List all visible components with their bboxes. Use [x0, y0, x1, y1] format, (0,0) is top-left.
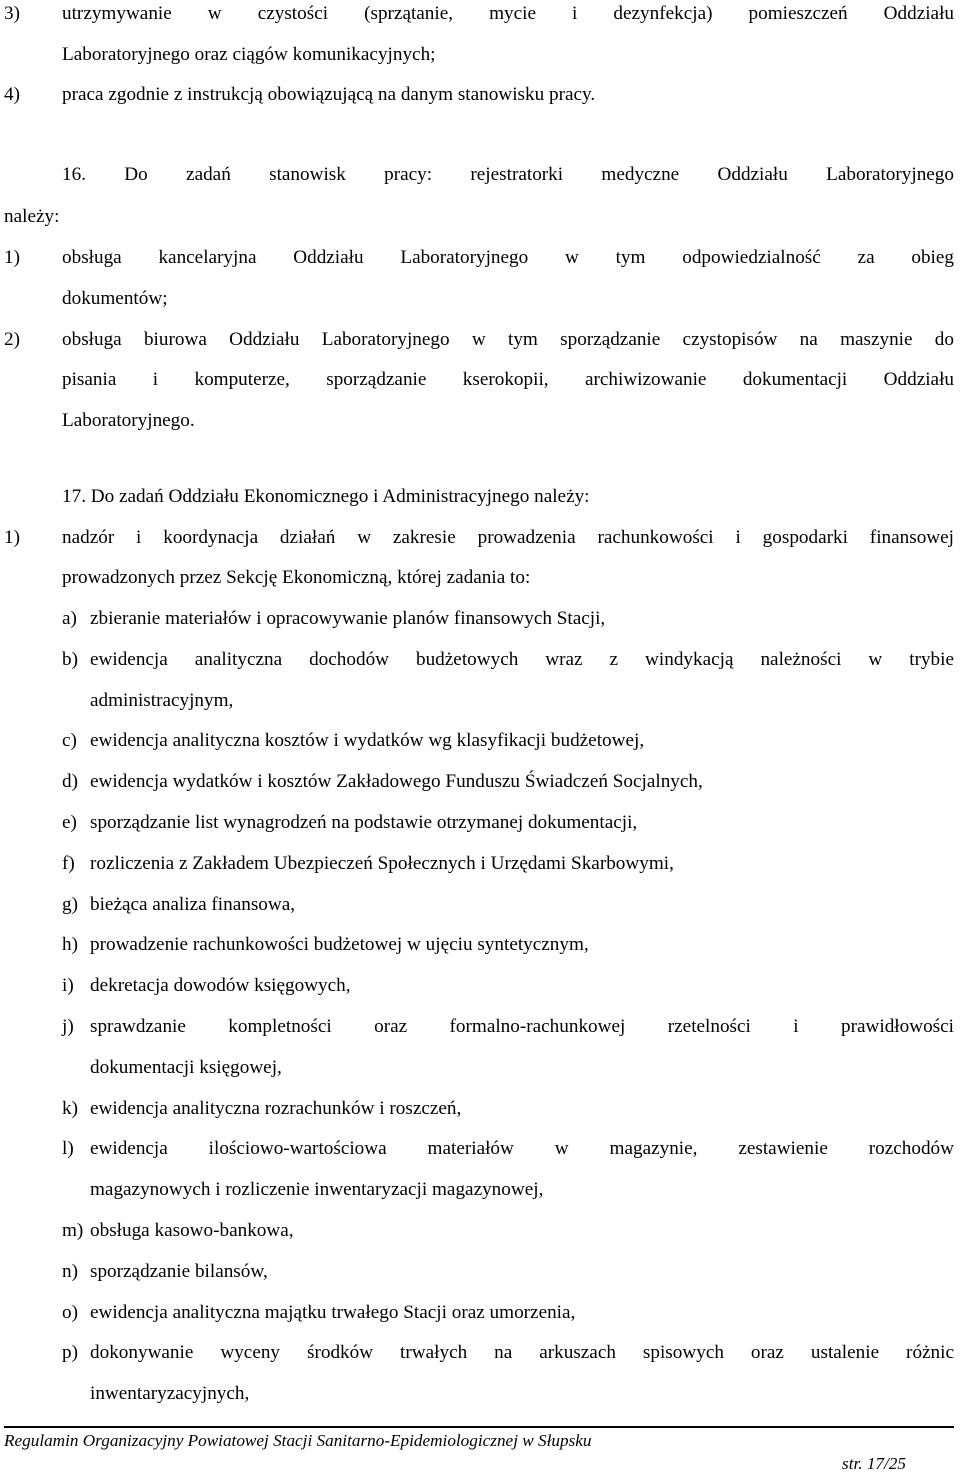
list-letter: n) [62, 1260, 78, 1282]
list-item-text: zbieranie materiałów i opracowywanie planów finansowych Stacji, [90, 608, 606, 629]
footer-title: Regulamin Organizacyjny Powiatowej Stacji Sanitarno-Epidemiologicznej w Słupsku [4, 1431, 592, 1450]
list-number: 1) [4, 527, 20, 548]
list-item-text: Laboratoryjnego. [62, 410, 195, 431]
list-item-text: dekretacja dowodów księgowych, [90, 975, 351, 997]
section-heading: należy: [4, 206, 60, 227]
list-item-text: obsługa kancelaryjna Oddziału Laboratoryjnego w tym odpowiedzialność za obieg [62, 247, 954, 268]
list-letter: e) [62, 812, 77, 833]
list-item-text: nadzór i koordynacja działań w zakresie prowadzenia rachunkowości i gospodarki finansowej [62, 527, 954, 548]
list-letter: b) [62, 648, 78, 670]
list-item-text: dokumentacji księgowej, [90, 1056, 282, 1078]
list-item-text: sporządzanie list wynagrodzeń na podstawie otrzymanej dokumentacji, [90, 812, 638, 833]
list-letter: f) [62, 852, 75, 874]
list-number: 1) [4, 247, 20, 268]
list-item-text: ewidencja analityczna dochodów budżetowych wraz z windykacją należności w trybie [90, 648, 954, 670]
section-heading: 17. Do zadań Oddziału Ekonomicznego i Administracyjnego należy: [62, 486, 590, 507]
list-item-text: sporządzanie bilansów, [90, 1260, 268, 1282]
list-item-text: ewidencja analityczna rozrachunków i roszczeń, [90, 1097, 462, 1119]
list-letter: j) [62, 1016, 74, 1037]
list-letter: p) [62, 1342, 78, 1364]
list-letter: m) [62, 1220, 84, 1241]
list-item-text: dokumentów; [62, 288, 168, 309]
list-item-text: prowadzenie rachunkowości budżetowej w ujęciu syntetycznym, [90, 934, 589, 956]
list-item-text: sprawdzanie kompletności oraz formalno-rachunkowej rzetelności i prawidłowości [90, 1016, 954, 1037]
list-item-text: dokonywanie wyceny środków trwałych na arkuszach spisowych oraz ustalenie różnic [90, 1342, 954, 1364]
list-letter: a) [62, 608, 77, 629]
list-letter: h) [62, 934, 78, 956]
list-letter: g) [62, 893, 78, 915]
list-item-text: inwentaryzacyjnych, [90, 1383, 250, 1405]
list-item-text: ewidencja ilościowo-wartościowa materiałów w magazynie, zestawienie rozchodów [90, 1138, 954, 1160]
list-letter: c) [62, 730, 77, 752]
list-item-text: bieżąca analiza finansowa, [90, 893, 296, 915]
list-letter: d) [62, 771, 78, 793]
list-item-text: obsługa kasowo-bankowa, [90, 1220, 294, 1241]
page-number: str. 17/25 [842, 1454, 906, 1473]
list-item-text: rozliczenia z Zakładem Ubezpieczeń Społecznych i Urzędami Skarbowymi, [90, 852, 674, 874]
list-item-text: administracyjnym, [90, 689, 234, 711]
section-heading: 16. Do zadań stanowisk pracy: rejestratorki medyczne Oddziału Laboratoryjnego [62, 164, 954, 185]
list-item-text: obsługa biurowa Oddziału Laboratoryjnego w tym sporządzanie czystopisów na maszynie do [62, 329, 954, 350]
list-number: 3) [4, 3, 20, 24]
list-item-text: magazynowych i rozliczenie inwentaryzacji magazynowej, [90, 1179, 544, 1201]
list-item-text: utrzymywanie w czystości (sprzątanie, mycie i dezynfekcja) pomieszczeń Oddziału [62, 3, 954, 24]
list-number: 2) [4, 329, 20, 350]
list-number: 4) [4, 84, 20, 105]
list-letter: o) [62, 1301, 78, 1323]
list-item-text: praca zgodnie z instrukcją obowiązującą na danym stanowisku pracy. [62, 84, 596, 105]
list-item-text: Laboratoryjnego oraz ciągów komunikacyjnych; [62, 44, 436, 65]
list-item-text: ewidencja analityczna kosztów i wydatków wg klasyfikacji budżetowej, [90, 730, 645, 752]
list-letter: k) [62, 1097, 78, 1119]
list-item-text: prowadzonych przez Sekcję Ekonomiczną, której zadania to: [62, 567, 531, 588]
footer-divider [4, 1426, 954, 1428]
list-item-text: ewidencja wydatków i kosztów Zakładowego Funduszu Świadczeń Socjalnych, [90, 771, 703, 793]
list-item-text: pisania i komputerze, sporządzanie kserokopii, archiwizowanie dokumentacji Oddziału [62, 369, 954, 390]
list-letter: i) [62, 975, 74, 997]
list-letter: l) [62, 1138, 74, 1160]
list-item-text: ewidencja analityczna majątku trwałego Stacji oraz umorzenia, [90, 1301, 576, 1323]
